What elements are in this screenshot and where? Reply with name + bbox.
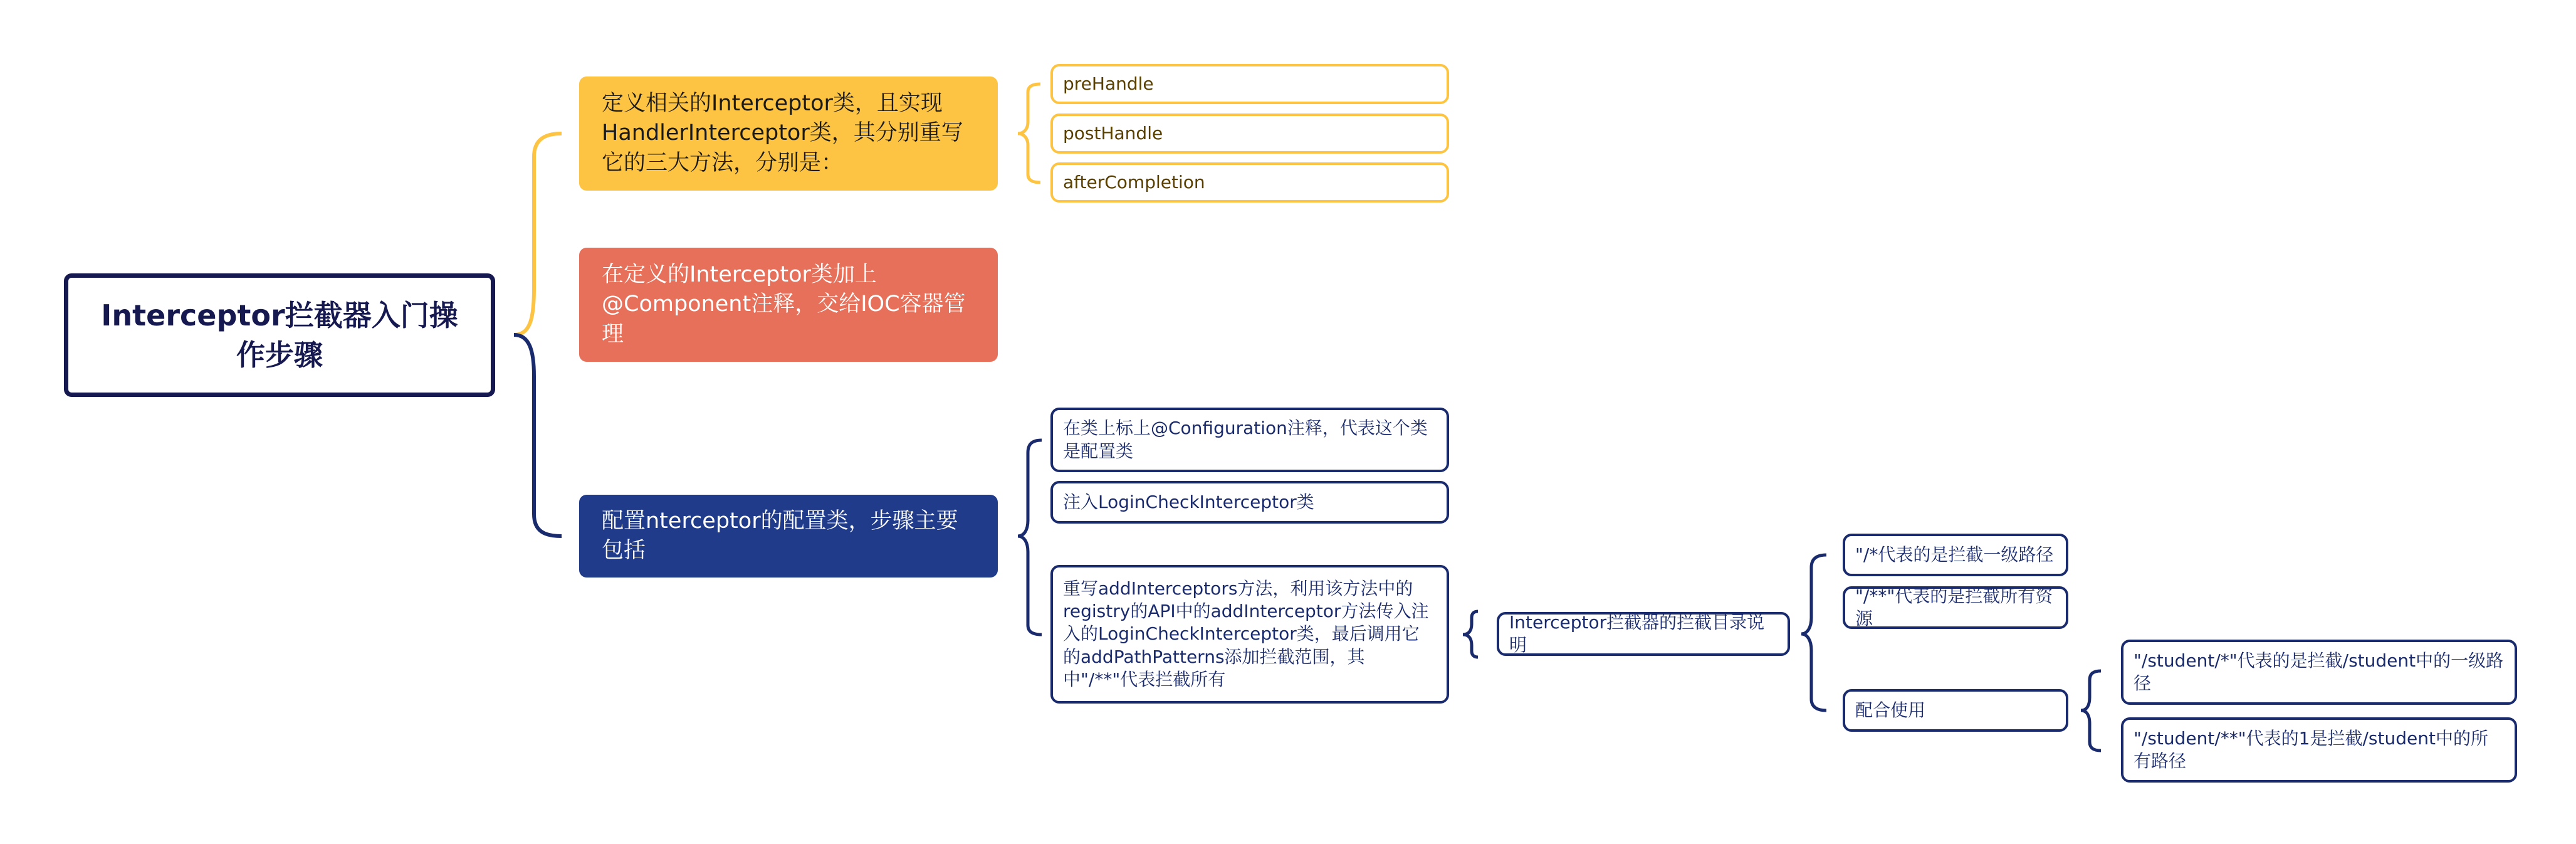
path-item-single-level-label: "/*代表的是拦截一级路径	[1855, 544, 2054, 565]
config-step-annotation[interactable]	[1050, 408, 1449, 472]
config-step-inject-label: 注入LoginCheckInterceptor类	[1063, 491, 1314, 512]
path-note-node[interactable]	[1497, 612, 1790, 656]
config-step-annotation-label: 在类上标上@Configuration注释，代表这个类是配置类	[1063, 418, 1428, 462]
path-item-all-resources-label: "/**"代表的是拦截所有资源	[1855, 585, 2053, 629]
step-1-node[interactable]	[579, 76, 998, 191]
method-posthandle[interactable]	[1050, 113, 1449, 154]
step-1-label: 定义相关的Interceptor类，且实现HandlerInterceptor类，其分别重写它的三大方法，分别是：	[602, 91, 963, 176]
combo-item-student-all[interactable]	[2121, 717, 2517, 783]
step-2-node[interactable]	[579, 248, 998, 362]
combo-item-student-single[interactable]	[2121, 640, 2517, 705]
combo-item-student-single-label: "/student/*"代表的是拦截/student中的一级路径	[2134, 650, 2504, 694]
path-item-all-resources[interactable]	[1843, 586, 2068, 629]
config-step-add-interceptors[interactable]	[1050, 565, 1449, 704]
combo-label: 配合使用	[1855, 699, 1926, 720]
path-item-single-level[interactable]	[1843, 534, 2068, 576]
root-topic-label: Interceptor拦截器入门操作步骤	[101, 298, 458, 372]
method-aftercompletion[interactable]	[1050, 162, 1449, 203]
method-aftercompletion-label: afterCompletion	[1063, 171, 1205, 193]
combo-item-student-all-label: "/student/**"代表的1是拦截/student中的所有路径	[2134, 727, 2488, 771]
method-prehandle-label: preHandle	[1063, 73, 1154, 94]
combo-node[interactable]	[1843, 689, 2068, 732]
config-step-add-interceptors-label: 重写addInterceptors方法，利用该方法中的registry的API中的addInterceptor方法传入注入的LoginCheckInterceptor类，最后调用它的addPathPatterns添加拦截范围，其中"/**"代表拦截所有	[1063, 578, 1429, 690]
root-topic[interactable]	[64, 273, 495, 397]
path-note-label: Interceptor拦截器的拦截目录说明	[1509, 611, 1765, 655]
step-3-label: 配置nterceptor的配置类，步骤主要包括	[602, 508, 958, 563]
step-2-label: 在定义的Interceptor类加上@Component注释，交给IOC容器管理	[602, 262, 966, 347]
config-step-inject[interactable]	[1050, 481, 1449, 524]
step-3-node[interactable]	[579, 495, 998, 578]
method-prehandle[interactable]	[1050, 64, 1449, 104]
method-posthandle-label: postHandle	[1063, 122, 1163, 144]
